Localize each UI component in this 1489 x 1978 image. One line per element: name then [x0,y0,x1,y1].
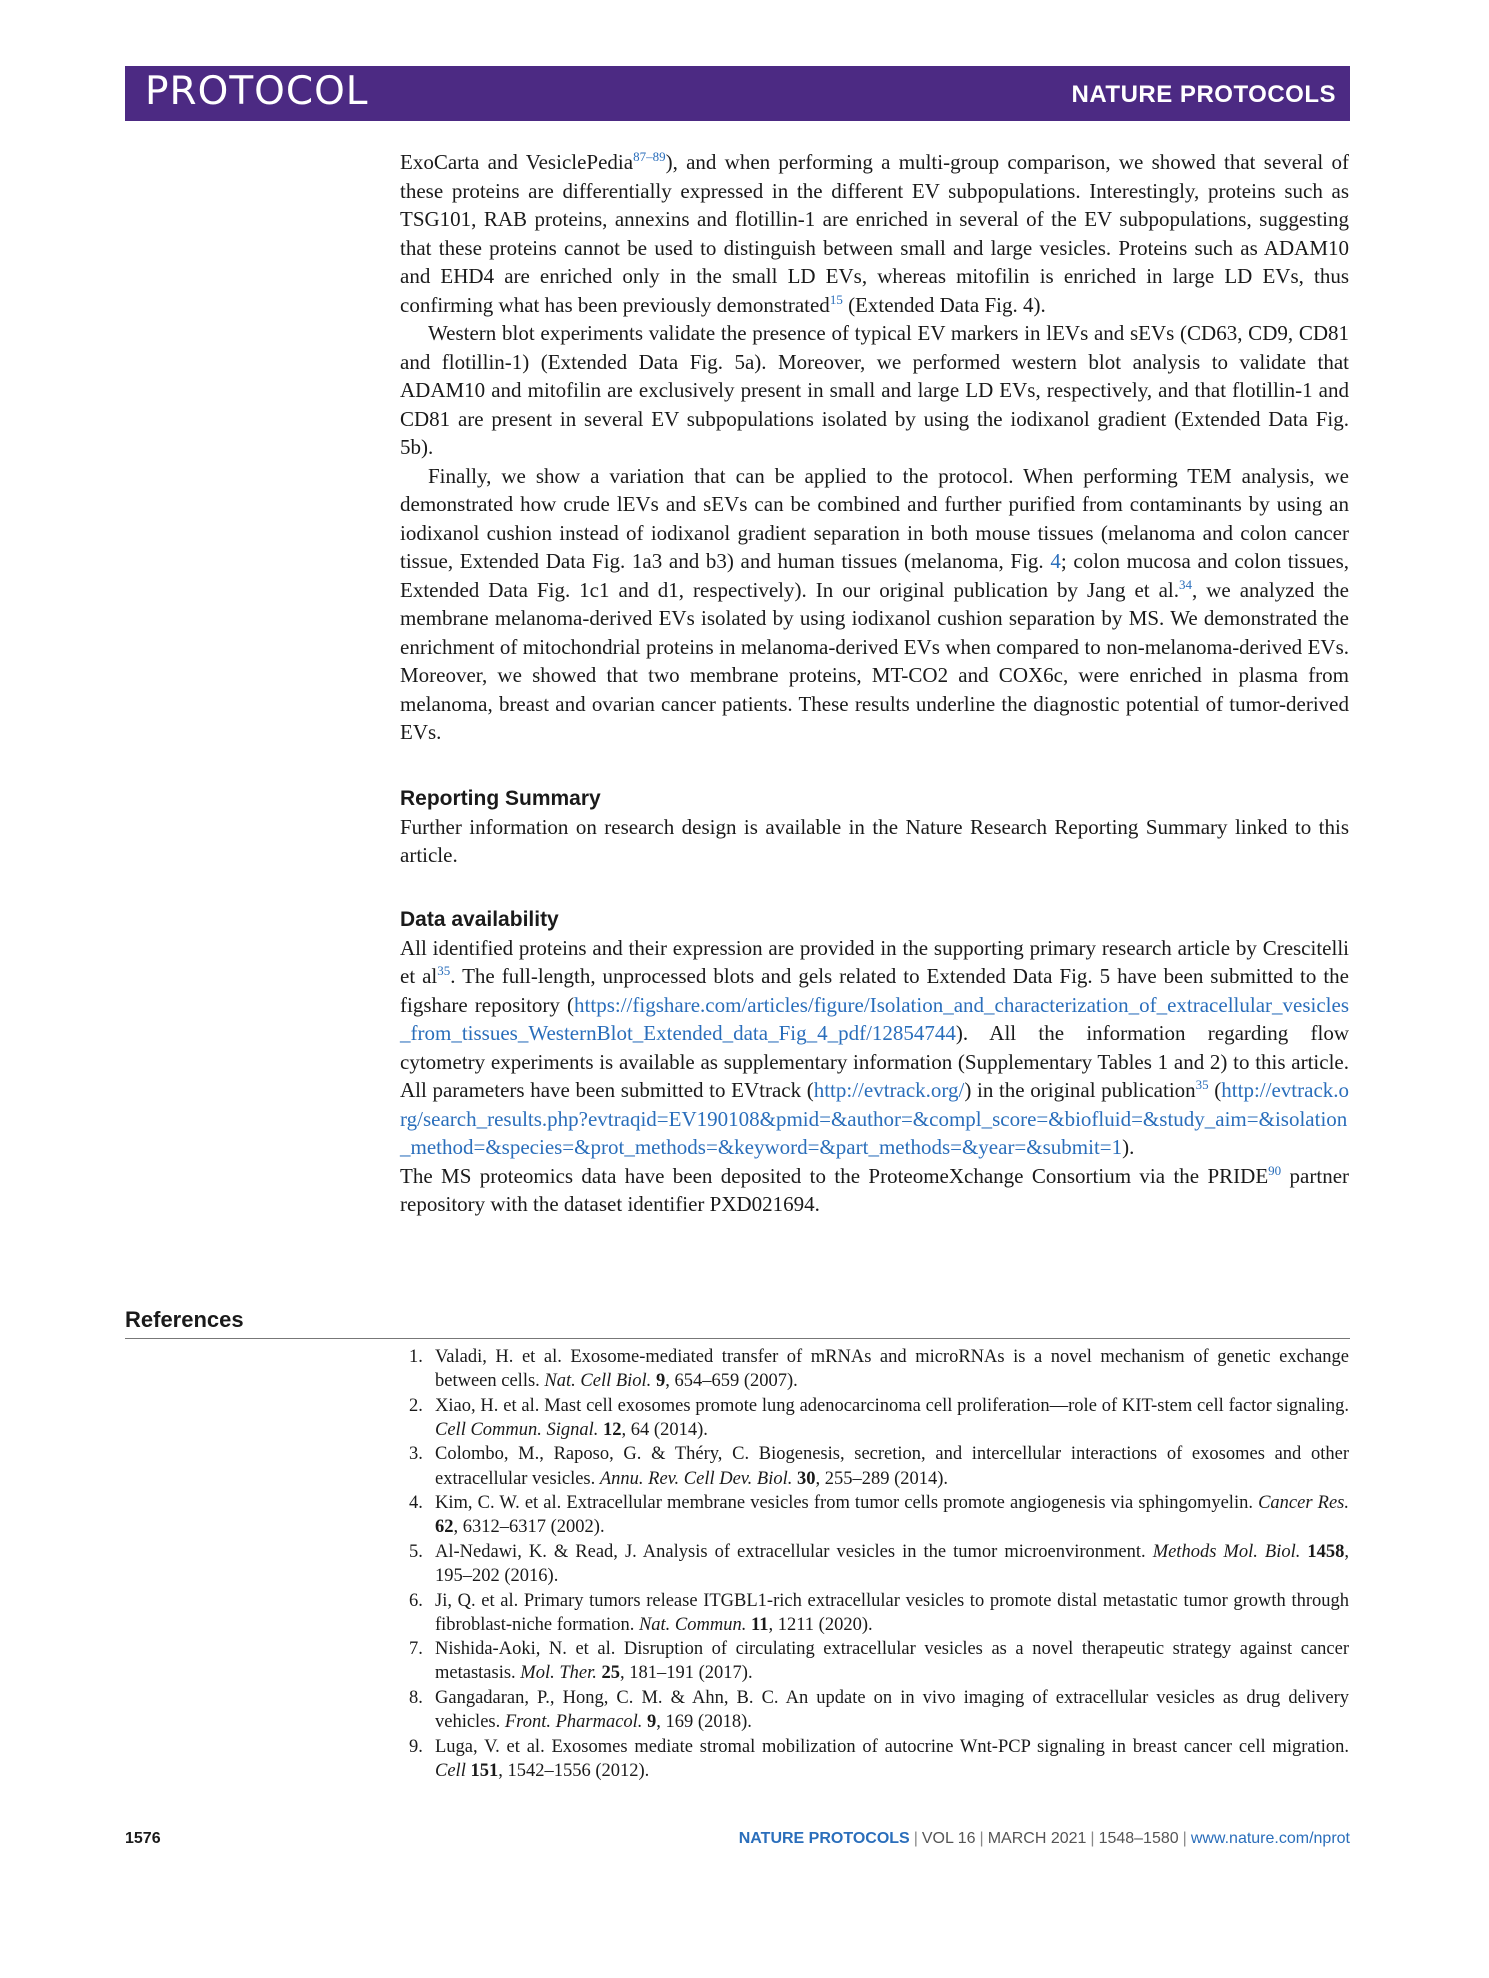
evtrack-link[interactable]: http://evtrack.org/ [813,1078,965,1102]
reference-item: 8. Gangadaran, P., Hong, C. M. & Ahn, B. C. An update on in vivo imaging of extracellular vesicles as drug delivery vehicles. Front. Pharmacol. 9, 169 (2018). [409,1687,1349,1733]
references-heading: References [125,1307,244,1332]
evtrack-search-link[interactable]: http://evtrack.org/search_results.php?evtraqid=EV190108&pmid=&author=&compl_score=&biofluid=&study_aim=&isolation_method=&species=&prot_methods=&keyword=&part_methods=&year=&submit=1 [400,1078,1350,1159]
reference-item: 6. Ji, Q. et al. Primary tumors release ITGBL1-rich extracellular vesicles to promote distal metastatic tumor growth through fibroblast-niche formation. Nat. Commun. 11, 1211 (2020). [409,1590,1349,1635]
reference-item: 7. Nishida-Aoki, N. et al. Disruption of circulating extracellular vesicles as a novel therapeutic strategy against cancer metastasis. Mol. Ther. 25, 181–191 (2017). [409,1639,1349,1684]
journal-name: NATURE PROTOCOLS [1071,81,1336,108]
reference-item: 2. Xiao, H. et al. Mast cell exosomes promote lung adenocarcinoma cell proliferation—role of KIT-stem cell factor signaling. Cell Commun. Signal. 12, 64 (2014). [409,1395,1349,1440]
reference-list [400,1345,1349,1783]
figshare-link[interactable]: https://figshare.com/articles/figure/Isolation_and_characterization_of_extracellular_vesicles_from_tissues_WesternBlot_Extended_data_Fig_4_pdf/12854744 [400,992,1349,1045]
citation-link[interactable]: 90 [1268,1162,1282,1178]
data-availability-paragraph-2: The MS proteomics data have been deposited to the ProteomeXchange Consortium via the PRIDE$^{90}$ partner repository with the dataset identifier PXD021694. [400,1162,1350,1216]
body-paragraph-1: ExoCarta and VesiclePedia$^{87-89}$), and when performing a multi-group comparison, we showed that several of these proteins are differentially expressed in the different EV subpopulations. Interestingly, proteins such as TSG101, RAB proteins, annexins and flotillin-1 are enriched in several of the EV subpopulations, suggesting that these proteins cannot be used to distinguish between small and large vesicles. Proteins such as ADAM10 and EHD4 are enriched only in the small LD EVs, whereas mitofilin is enriched in large LD EVs, thus confirming what has been previously demonstrated$^{15}$ (Extended Data Fig. 4). [400,149,1349,317]
reference-item: 3. Colombo, M., Raposo, G. & Théry, C. Biogenesis, secretion, and intercellular interactions of exosomes and other extracellular vesicles. Annu. Rev. Cell Dev. Biol. 30, 255–289 (2014). [409,1444,1349,1489]
citation-link[interactable]: 15 [829,291,843,307]
page-number: 1576 [125,1830,161,1847]
reporting-summary-text: Further information on research design is available in the Nature Research Reporting Summary linked to this article. [400,814,1349,867]
figure-link[interactable]: 4 [1050,549,1061,573]
citation-link[interactable]: 87–89 [633,149,666,164]
body-paragraph-3: Finally, we show a variation that can be applied to the protocol. When performing TEM analysis, we demonstrated how crude lEVs and sEVs can be combined and further purified from contaminants by using an iodixanol cushion instead of iodixanol gradient separation in both mouse tissues (melanoma and colon cancer tissue, Extended Data Fig. 1a3 and b3) and human tissues (melanoma, Fig. 4; colon mucosa and colon tissues, Extended Data Fig. 1c1 and d1, respectively). In our original publication by Jang et al.$^{34}$, we analyzed the membrane melanoma-derived EVs isolated by using iodixanol cushion separation by MS. We demonstrated the enrichment of mitochondrial proteins in melanoma-derived EVs when compared to non-melanoma-derived EVs. Moreover, we showed that two membrane proteins, MT-CO2 and COX6c, were enriched in plasma from melanoma, breast and ovarian cancer patients. These results underline the diagnostic potential of tumor-derived EVs. [400,463,1350,744]
reference-item: 4. Kim, C. W. et al. Extracellular membrane vesicles from tumor cells promote angiogenesis via sphingomyelin. Cancer Res. 62, 6312–6317 (2002). [409,1493,1349,1538]
page-header [125,66,1350,121]
section-label: PROTOCOL [145,69,369,114]
references-heading-rule [125,1305,1350,1339]
data-availability-paragraph-1: All identified proteins and their expression are provided in the supporting primary research article by Crescitelli et $al^{35}$. The full-length, unprocessed blots and gels related to Extended Data Fig. 5 have been submitted to the figshare repository (https://figshare.com/articles/figure/Isolation_and_characterization_of_extracellular_vesicles_from_tissues_WesternBlot_Extended_data_Fig_4_pdf/12854744). All the information regarding flow cytometry experiments is available as supplementary information (Supplementary Tables 1 and 2) to this article. All parameters have been submitted to EVtrack (http://evtrack.org/) in the original publication$^{35}$ (http://evtrack.org/search_results.php?evtraqid=EV190108&pmid=&author=&compl_score=&biofluid=&study_aim=&isolation_method=&species=&prot_methods=&keyword=&part_methods=&year=&submit=1). [400,935,1350,1159]
footer-citation: NATURE PROTOCOLS | VOL 16 | MARCH 2021 | 1548–1580 | www.nature.com/nprot [738,1830,1350,1847]
reference-item: 5. Al-Nedawi, K. & Read, J. Analysis of extracellular vesicles in the tumor microenvironment. Methods Mol. Biol. 1458, 195–202 (2016). [409,1541,1350,1587]
footer-volume: VOL 16 [921,1830,976,1847]
main-column [400,148,1349,1219]
footer-pages: 1548–1580 [1098,1830,1179,1847]
citation-link[interactable]: 34 [1179,576,1193,592]
reporting-summary-heading: Reporting Summary [400,786,601,810]
reference-item: 9. Luga, V. et al. Exosomes mediate stromal mobilization of autocrine Wnt-PCP signaling in breast cancer cell migration. Cell 151, 1542–1556 (2012). [409,1736,1349,1781]
citation-link[interactable]: 35 [437,963,451,978]
footer-journal-link[interactable]: www.nature.com/nprot [1190,1830,1350,1847]
reference-item: 1. Valadi, H. et al. Exosome-mediated transfer of mRNAs and microRNAs is a novel mechanism of genetic exchange between cells. Nat. Cell Biol. 9, 654–659 (2007). [409,1347,1349,1392]
body-paragraph-2: Western blot experiments validate the presence of typical EV markers in lEVs and sEVs (CD63, CD9, CD81 and flotillin-1) (Extended Data Fig. 5a). Moreover, we performed western blot analysis to validate that ADAM10 and mitofilin are exclusively present in small and large LD EVs, respectively, and that flotillin-1 and CD81 are present in several EV subpopulations isolated by using the iodixanol gradient (Extended Data Fig. 5b). [400,321,1349,459]
page-footer [125,1830,1350,1854]
data-availability-heading: Data availability [400,907,559,931]
citation-link[interactable]: 35 [1195,1077,1209,1092]
footer-journal: NATURE PROTOCOLS [738,1830,910,1847]
footer-date: MARCH 2021 [987,1830,1087,1847]
